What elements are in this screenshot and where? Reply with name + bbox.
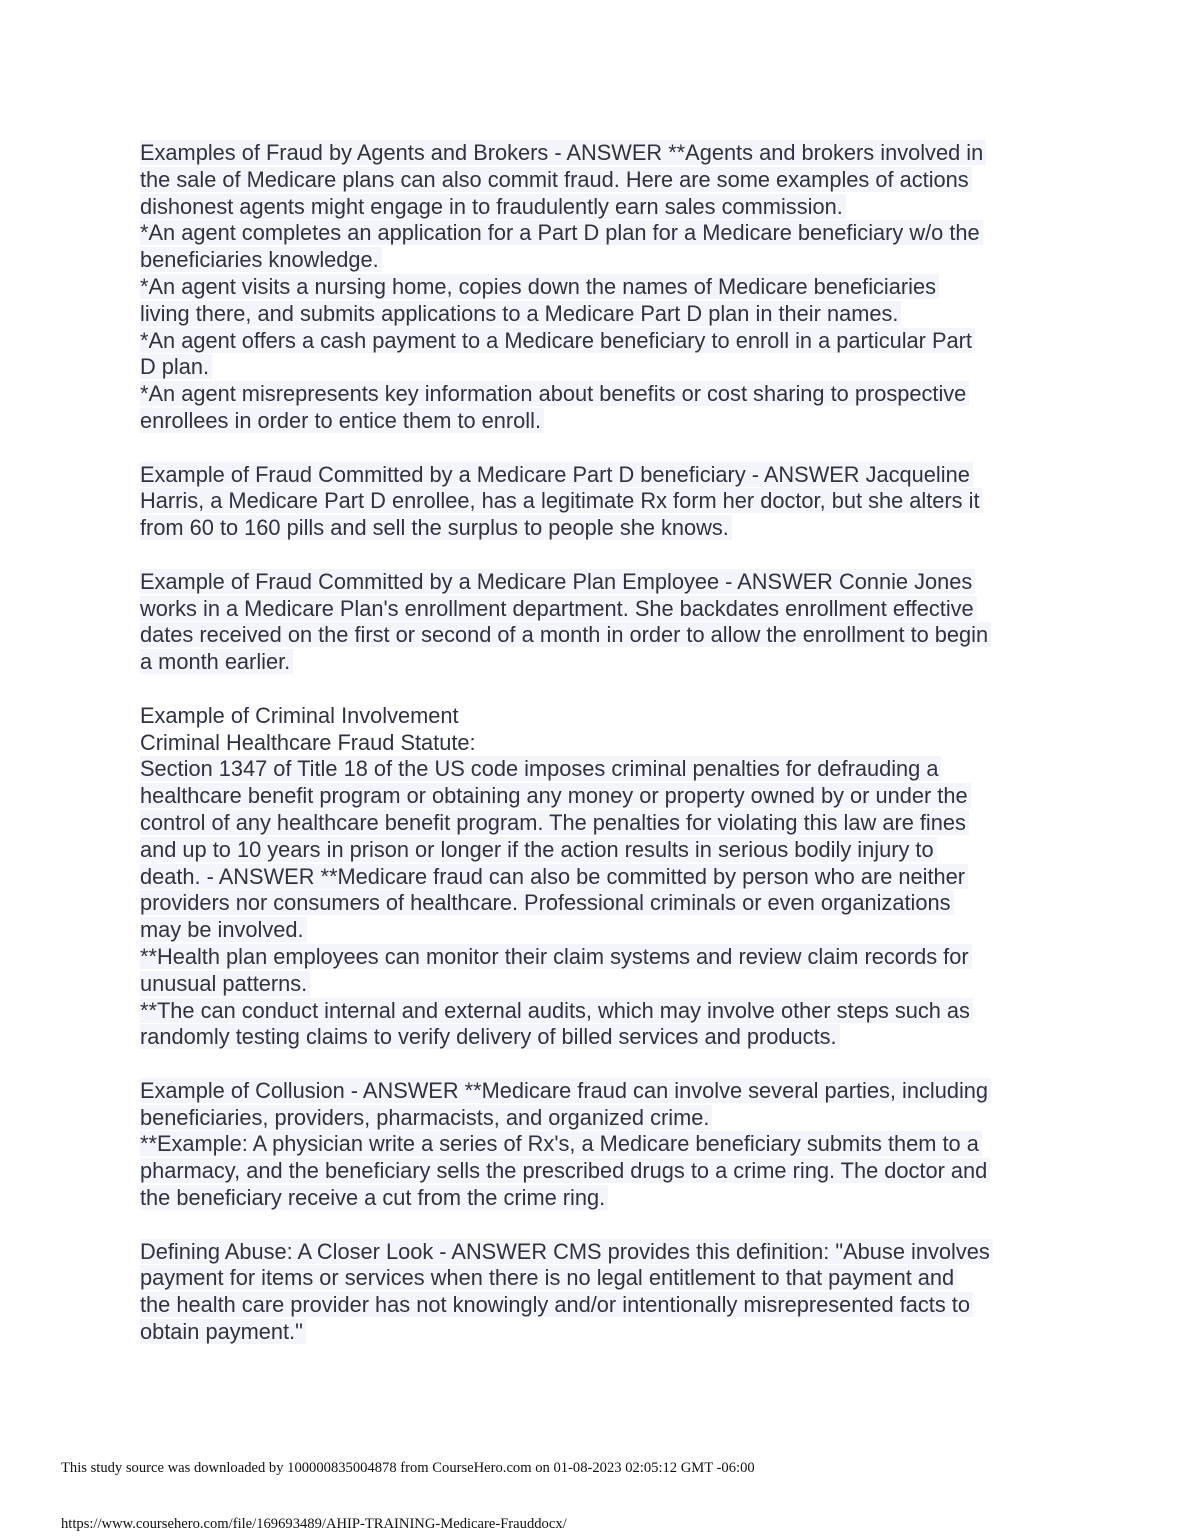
text-line: **Example: A physician write a series of Rx's, a Medicare beneficiary submits them to a <box>140 1131 982 1156</box>
text-line: pharmacy, and the beneficiary sells the prescribed drugs to a crime ring. The doctor and <box>140 1158 990 1183</box>
text-line: control of any healthcare benefit program. The penalties for violating this law are fines <box>140 810 969 835</box>
text-line: living there, and submits applications to a Medicare Part D plan in their names. <box>140 301 901 326</box>
paragraph-part-d-beneficiary <box>140 462 1055 542</box>
text-line: death. - ANSWER **Medicare fraud can also be committed by person who are neither <box>140 864 968 889</box>
text-line: Example of Fraud Committed by a Medicare Part D beneficiary - ANSWER Jacqueline <box>140 462 973 487</box>
text-line: randomly testing claims to verify delivery of billed services and products. <box>140 1024 840 1049</box>
text-line: Defining Abuse: A Closer Look - ANSWER CMS provides this definition: "Abuse involves <box>140 1239 993 1264</box>
text-line: *An agent visits a nursing home, copies down the names of Medicare beneficiaries <box>140 274 939 299</box>
text-line: **Health plan employees can monitor their claim systems and review claim records for <box>140 944 972 969</box>
text-line: *An agent completes an application for a Part D plan for a Medicare beneficiary w/o the <box>140 220 983 245</box>
text-line: unusual patterns. <box>140 971 310 996</box>
text-line: Harris, a Medicare Part D enrollee, has a legitimate Rx form her doctor, but she alters it <box>140 488 983 513</box>
paragraph-collusion <box>140 1078 1055 1212</box>
text-line: *An agent offers a cash payment to a Medicare beneficiary to enroll in a particular Part <box>140 328 975 353</box>
text-line: the health care provider has not knowingly and/or intentionally misrepresented facts to <box>140 1292 973 1317</box>
document-body <box>140 140 1055 1346</box>
paragraph-criminal-involvement <box>140 703 1055 1051</box>
text-line: may be involved. <box>140 917 307 942</box>
text-line: from 60 to 160 pills and sell the surplus to people she knows. <box>140 515 732 540</box>
paragraph-plan-employee <box>140 569 1055 676</box>
text-line: a month earlier. <box>140 649 293 674</box>
text-line: Example of Collusion - ANSWER **Medicare fraud can involve several parties, including <box>140 1078 991 1103</box>
text-line: obtain payment." <box>140 1319 306 1344</box>
text-line: the sale of Medicare plans can also commit fraud. Here are some examples of actions <box>140 167 972 192</box>
text-line: the beneficiary receive a cut from the crime ring. <box>140 1185 608 1210</box>
text-line: and up to 10 years in prison or longer if the action results in serious bodily injury to <box>140 837 937 862</box>
text-line: works in a Medicare Plan's enrollment department. She backdates enrollment effective <box>140 596 977 621</box>
text-line: healthcare benefit program or obtaining any money or property owned by or under the <box>140 783 971 808</box>
paragraph-gap <box>140 542 1055 569</box>
text-line: dishonest agents might engage in to fraudulently earn sales commission. <box>140 194 846 219</box>
text-line: dates received on the first or second of a month in order to allow the enrollment to begin <box>140 622 991 647</box>
text-line: *An agent misrepresents key information about benefits or cost sharing to prospective <box>140 381 969 406</box>
text-line: Section 1347 of Title 18 of the US code imposes criminal penalties for defrauding a <box>140 756 941 781</box>
text-line: beneficiaries knowledge. <box>140 247 382 272</box>
paragraph-agents-brokers <box>140 140 1055 435</box>
text-line: **The can conduct internal and external audits, which may involve other steps such as <box>140 998 973 1023</box>
text-line: D plan. <box>140 354 212 379</box>
text-line: Example of Fraud Committed by a Medicare Plan Employee - ANSWER Connie Jones <box>140 569 975 594</box>
download-source-note: This study source was downloaded by 100000835004878 from CourseHero.com on 01-08-2023 02:05:12 GMT -06:00 <box>61 1460 755 1476</box>
text-line: Examples of Fraud by Agents and Brokers - ANSWER **Agents and brokers involved in <box>140 140 986 165</box>
text-line: providers nor consumers of healthcare. Professional criminals or even organizations <box>140 890 954 915</box>
paragraph-gap <box>140 1212 1055 1239</box>
text-line: enrollees in order to entice them to enroll. <box>140 408 544 433</box>
paragraph-defining-abuse <box>140 1239 1055 1346</box>
text-line: Criminal Healthcare Fraud Statute: <box>140 729 476 755</box>
paragraph-gap <box>140 1051 1055 1078</box>
source-url: https://www.coursehero.com/file/169693489/AHIP-TRAINING-Medicare-Frauddocx/ <box>61 1516 567 1532</box>
text-line: beneficiaries, providers, pharmacists, and organized crime. <box>140 1105 712 1130</box>
paragraph-gap <box>140 435 1055 462</box>
paragraph-gap <box>140 676 1055 703</box>
text-line: payment for items or services when there is no legal entitlement to that payment and <box>140 1265 957 1290</box>
text-line: Example of Criminal Involvement <box>140 702 459 728</box>
